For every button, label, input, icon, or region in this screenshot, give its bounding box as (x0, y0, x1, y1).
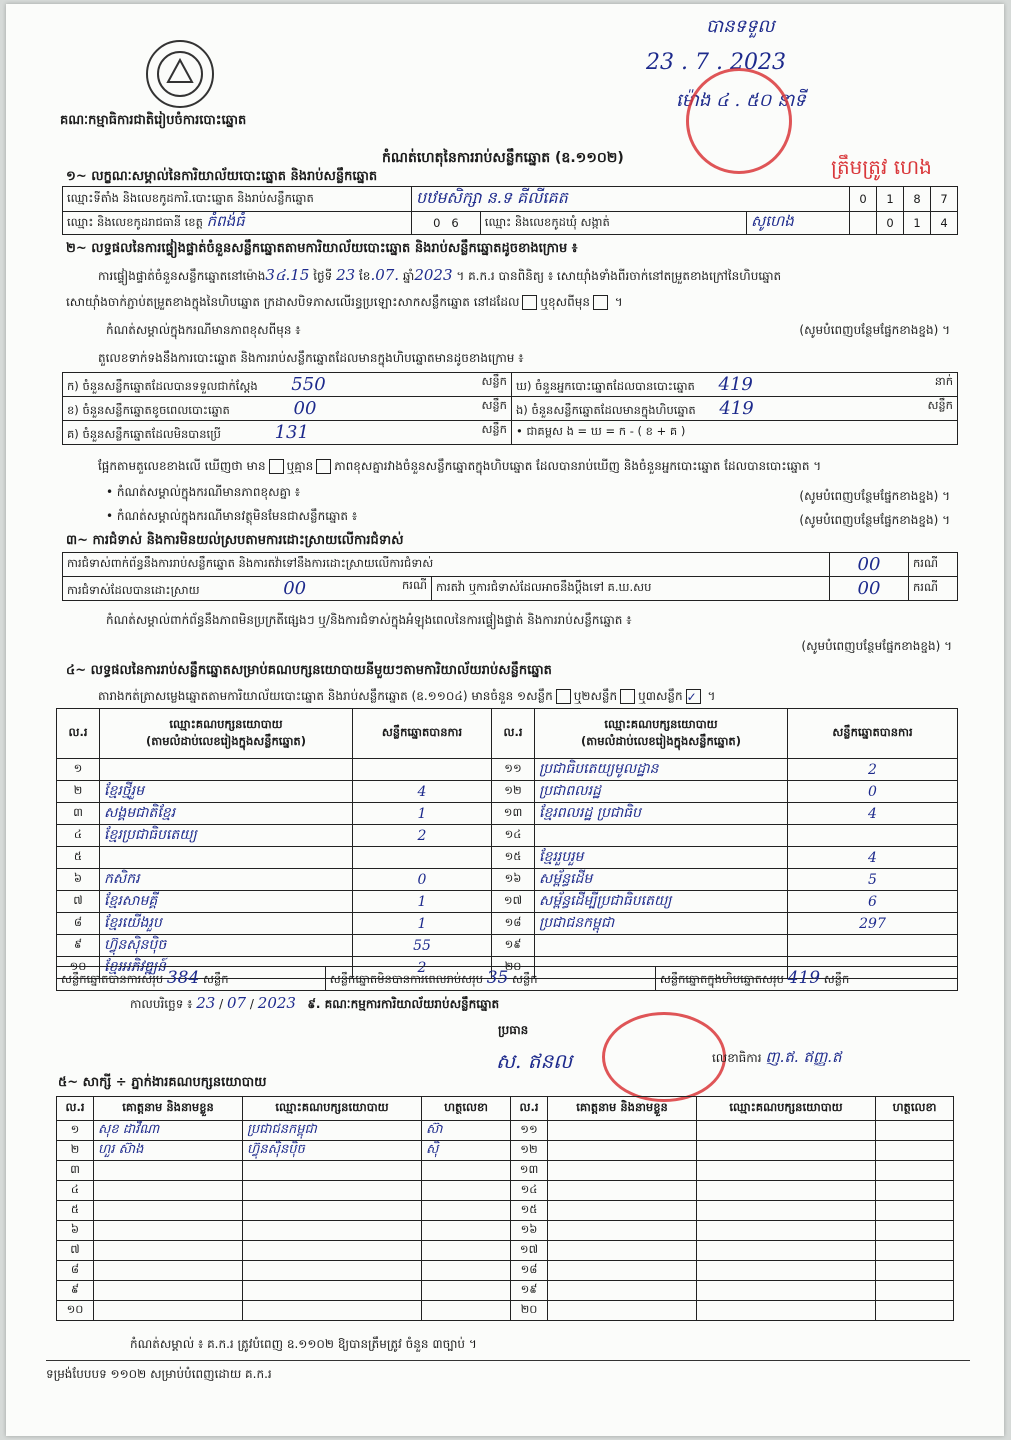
witness-signature (876, 1181, 954, 1201)
party-votes: 4 (788, 847, 958, 869)
section2-line4: តួលេខទាក់ទងនឹងការបោះឆ្នោត និងការរាប់សន្លឹកឆ្នោតដែលមានក្នុងហិបឆ្នោតមានដូចខាងក្រោម ៖ (98, 351, 524, 365)
form-note: ទម្រង់បែបបទ ១១០២ សម្រាប់បំពេញដោយ គ.ក.រ (46, 1367, 272, 1381)
witness-name (548, 1161, 697, 1181)
party-no: ១៥ (492, 847, 535, 869)
witness-no: ១៨ (511, 1261, 548, 1281)
committee-name: គណៈកម្មាធិការជាតិរៀបចំការបោះឆ្នោត (60, 113, 247, 128)
count-row-c: គ) ចំនួនសន្លឹកឆ្នោតដែលមិនបានប្រើ 131 សន្លឹក (63, 421, 512, 445)
witness-signature (876, 1281, 954, 1301)
section2-title: ២~ លទ្ធផលនៃការផ្ទៀងផ្ទាត់ចំនួនសន្លឹកឆ្នោតតាមការិយាល័យបោះឆ្នោត និងរាប់សន្លឹកឆ្នោតដូចខាងក្រោម ៖ (66, 241, 578, 256)
witness-name (94, 1181, 243, 1201)
party-name: ខ្មែររួបរួម (535, 847, 788, 869)
witness-name (94, 1301, 243, 1321)
party-name: ខ្មែរយើងរួប (100, 913, 353, 935)
party-row (57, 803, 958, 825)
totals-table (56, 966, 958, 991)
witness-party (243, 1241, 422, 1261)
witness-no: ១១ (511, 1121, 548, 1141)
party-no: ១ (57, 759, 100, 781)
w-col-sign-right: ហត្ថលេខា (876, 1097, 954, 1121)
row2-label2: ឈ្មោះ និងលេខកូដឃុំ សង្កាត់ (480, 212, 746, 235)
objection-row1-case: ករណី (909, 553, 958, 577)
row2-code2-2: 4 (931, 212, 958, 235)
witness-row (57, 1201, 954, 1221)
witness-name (94, 1281, 243, 1301)
witness-no: ១៤ (511, 1181, 548, 1201)
witness-no: ១៧ (511, 1241, 548, 1261)
witness-signature: ស៊ិ (422, 1141, 511, 1161)
party-no: ១០ (57, 957, 100, 979)
count-formula: • ជាគម្ពស ង = ឃ = ក - ( ខ + គ ) (512, 421, 958, 445)
witness-no: ៧ (57, 1241, 94, 1261)
objections-table (62, 552, 958, 601)
witness-row (57, 1181, 954, 1201)
footer-divider (46, 1360, 970, 1361)
witness-name (548, 1201, 697, 1221)
witness-no: ៨ (57, 1261, 94, 1281)
witness-row (57, 1221, 954, 1241)
row2-value2: សូហេង (746, 212, 849, 235)
no-diff-checkbox[interactable] (316, 459, 331, 474)
party-votes: 4 (788, 803, 958, 825)
committee-stamp (602, 1012, 726, 1102)
total-box: សន្លឹកឆ្នោតក្នុងហិបឆ្នោតសរុប 419 សន្លឹក (655, 967, 957, 991)
witness-row (57, 1141, 954, 1161)
witness-row (57, 1261, 954, 1281)
party-name: សម្ព័ន្ធដើម្បីប្រជាធិបតេយ្យ (535, 891, 788, 913)
party-votes: 2 (353, 825, 492, 847)
witness-signature (876, 1161, 954, 1181)
party-votes: 1 (353, 803, 492, 825)
party-name: សម្ព័ន្ធដើម (535, 869, 788, 891)
party-row (57, 781, 958, 803)
party-votes: 4 (353, 781, 492, 803)
party-no: ៩ (57, 935, 100, 957)
footer-note: កំណត់សម្គាល់ ៖ គ.ក.រ ត្រូវបំពេញ ឧ.១១០២ ឱ្យបានត្រឹមត្រូវ ចំនួន ៣ច្បាប់ ។ (130, 1337, 477, 1351)
objection-row2-case: ករណី (909, 577, 958, 601)
has-diff-checkbox[interactable] (269, 459, 284, 474)
party-name: ខ្មែរសាមគ្គី (100, 891, 353, 913)
w-col-party-right: ឈ្មោះគណបក្សនយោបាយ (697, 1097, 876, 1121)
objection-row1-value: 00 (830, 553, 909, 577)
received-stamp (686, 68, 792, 174)
witness-no: ១៥ (511, 1201, 548, 1221)
party-votes: 2 (788, 759, 958, 781)
col-no-left: ល.រ (57, 709, 100, 759)
party-no: ១១ (492, 759, 535, 781)
bullet1: • កំណត់សម្គាល់ក្នុងករណីមានភាពខុសគ្នា ៖ (សូមបំពេញបន្ថែមផ្នែកខាងខ្នង) ។ (106, 485, 950, 503)
party-name (535, 825, 788, 847)
total-invalid: សន្លឹកឆ្នោតមិនបានការពេលរាប់សរុប 35 សន្លឹក (325, 967, 655, 991)
section3-title: ៣~ ការជំទាស់ និងការមិនយល់ស្របតាមការដោះស្រាយលើការជំទាស់ (66, 533, 404, 548)
section4-intro: តារាងកត់ត្រាសម្លេងឆ្នោតតាមការិយាល័យបោះឆ្នោត និងរាប់សន្លឹកឆ្នោត (ឧ.១១០៤) មានចំនួន ១សន្លឹក ឬ២សន្លឹក ឬ៣សន្លឹក ✓ ។ (98, 689, 716, 704)
party-name: ខ្មែរថ្មីរួម (100, 781, 353, 803)
row2-code2-0: 0 (877, 212, 904, 235)
row2-code2-1: 1 (904, 212, 931, 235)
witness-name (94, 1221, 243, 1241)
party-votes (788, 825, 958, 847)
date-line: កាលបរិច្ឆេទ ៖ 23 / 07 / 2023 ៩. គណៈកម្មការការិយាល័យរាប់សន្លឹកឆ្នោត (130, 994, 500, 1012)
counts-table (62, 372, 958, 445)
witness-party (697, 1121, 876, 1141)
party-name: សង្គមជាតិខ្មែរ (100, 803, 353, 825)
witness-signature (876, 1121, 954, 1141)
count-row-d: ឃ) ចំនួនអ្នកបោះឆ្នោតដែលបានបោះឆ្នោត 419 នាក់ (512, 373, 958, 397)
party-votes: 5 (788, 869, 958, 891)
witness-party (697, 1181, 876, 1201)
row1-value: បឋមសិក្សា ន.ទ គីលីគេត (412, 187, 850, 212)
party-name: កសិករ (100, 869, 353, 891)
witness-table (56, 1096, 954, 1321)
party-name: ខ្មែរពលរដ្ឋ ប្រជាធិប (535, 803, 788, 825)
count-row-a: ក) ចំនួនសន្លឹកឆ្នោតដែលបានទទួលជាក់ស្តែង 550 សន្លឹក (63, 373, 512, 397)
party-votes: 297 (788, 913, 958, 935)
witness-party (697, 1221, 876, 1241)
three-sheet-checkbox[interactable]: ✓ (686, 689, 701, 704)
witness-signature (422, 1221, 511, 1241)
secretary-line: លេខាធិការ ញ.ឥ. ឥញ្ញ.ឥ (712, 1048, 842, 1066)
party-name (535, 935, 788, 957)
witness-signature (876, 1261, 954, 1281)
witness-signature (422, 1261, 511, 1281)
witness-party (243, 1201, 422, 1221)
party-no: ១៨ (492, 913, 535, 935)
witness-party (697, 1161, 876, 1181)
witness-party (697, 1261, 876, 1281)
witness-party (243, 1281, 422, 1301)
row1-code-1: 1 (877, 187, 904, 212)
party-votes: 1 (353, 913, 492, 935)
party-row (57, 891, 958, 913)
witness-party (697, 1141, 876, 1161)
objection-row1: ការជំទាស់ពាក់ព័ន្ធនឹងការរាប់សន្លឹកឆ្នោត និងការតវ៉ាទៅនឹងការដោះស្រាយលើការជំទាស់ (63, 553, 830, 577)
bullet2: • កំណត់សម្គាល់ក្នុងករណីមានវត្ថុមិនមែនជាសន្លឹកឆ្នោត ៖ (សូមបំពេញបន្ថែមផ្នែកខាងខ្នង) ។ (106, 509, 950, 527)
row1-code-2: 8 (904, 187, 931, 212)
party-no: ៣ (57, 803, 100, 825)
form-sheet (6, 4, 1004, 1436)
witness-signature (422, 1241, 511, 1261)
witness-no: ៦ (57, 1221, 94, 1241)
witness-signature: ស៊ា (422, 1121, 511, 1141)
witness-party (243, 1181, 422, 1201)
section4-title: ៤~ លទ្ធផលនៃការរាប់សន្លឹកឆ្នោតសម្រាប់គណបក្សនយោបាយនីមួយៗតាមការិយាល័យរាប់សន្លឹកឆ្នោត (66, 663, 552, 678)
w-col-name-left: គោត្តនាម និងនាមខ្លួន (94, 1097, 243, 1121)
party-name: ប្រជាជនកម្ពុជា (535, 913, 788, 935)
witness-party: ហ៊្វុនស៊ិនប៉ិច (243, 1141, 422, 1161)
row2-label: ឈ្មោះ និងលេខកូដរាជធានី ខេត្ត កំពង់ធំ (63, 212, 412, 235)
witness-signature (422, 1281, 511, 1301)
witness-signature (422, 1161, 511, 1181)
party-votes: 55 (353, 935, 492, 957)
party-no: ៨ (57, 913, 100, 935)
section5-title: ៥~ សាក្សី ÷ ភ្នាក់ងារគណបក្សនយោបាយ (58, 1075, 267, 1090)
witness-signature (422, 1301, 511, 1321)
party-row (57, 913, 958, 935)
party-name: ប្រជាធិបតេយ្យមូលដ្ឋាន (535, 759, 788, 781)
party-row (57, 935, 958, 957)
party-no: ២០ (492, 957, 535, 979)
received-time: ម៉ោង ៤ . ៥០ នាទី (676, 90, 806, 111)
witness-row (57, 1161, 954, 1181)
witness-signature (876, 1221, 954, 1241)
received-label: បានទទួល (706, 16, 775, 37)
witness-party (697, 1281, 876, 1301)
party-no: ១៦ (492, 869, 535, 891)
witness-party (243, 1221, 422, 1241)
party-votes: 2 (353, 957, 492, 979)
party-name: ប្រជាពលរដ្ឋ (535, 781, 788, 803)
row2-code2-blank (850, 212, 877, 235)
witness-row (57, 1281, 954, 1301)
witness-party (697, 1241, 876, 1261)
witness-party (243, 1301, 422, 1321)
witness-party (243, 1161, 422, 1181)
witness-name (548, 1281, 697, 1301)
section3-fill-more: (សូមបំពេញបន្ថែមផ្នែកខាងខ្នង) ។ (801, 639, 952, 653)
section3-note: កំណត់សម្គាល់ពាក់ព័ន្ធនឹងភាពមិនប្រក្រតីផ្សេងៗ ឬ/និងការជំទាស់ក្នុងអំឡុងពេលនៃការផ្ទៀងផ្ទាត់ និងការរាប់សន្លឹកឆ្នោត ៖ (106, 613, 632, 627)
witness-no: ២០ (511, 1301, 548, 1321)
witness-name: សុខ ដាវីណា (94, 1121, 243, 1141)
witness-name: ហួរ ស៊ាង (94, 1141, 243, 1161)
party-name: ខ្មែរអភិវឌ្ឍន៍ (100, 957, 353, 979)
party-no: ១៧ (492, 891, 535, 913)
party-votes (788, 935, 958, 957)
witness-row (57, 1121, 954, 1141)
witness-party (243, 1261, 422, 1281)
party-name (100, 847, 353, 869)
nec-emblem (146, 40, 214, 108)
witness-no: ១៩ (511, 1281, 548, 1301)
col-party-left: ឈ្មោះគណបក្សនយោបាយ (តាមលំដាប់លេខរៀងក្នុងសន្លឹកឆ្នោត) (100, 709, 353, 759)
witness-signature (876, 1141, 954, 1161)
two-sheet-checkbox[interactable] (620, 689, 635, 704)
witness-name (548, 1141, 697, 1161)
party-votes: 1 (353, 891, 492, 913)
witness-name (548, 1221, 697, 1241)
party-votes (353, 759, 492, 781)
witness-party: ប្រជាជនកម្ពុជា (243, 1121, 422, 1141)
witness-name (94, 1261, 243, 1281)
witness-no: ១៣ (511, 1161, 548, 1181)
party-name: ហ៊្វុនស៊ិនប៉ិច (100, 935, 353, 957)
party-no: ២ (57, 781, 100, 803)
objection-row2-value2: 00 (830, 577, 909, 601)
party-votes (353, 847, 492, 869)
total-valid: សន្លឹកឆ្នោតបានការសរុប 384 សន្លឹក (57, 967, 326, 991)
witness-signature (876, 1201, 954, 1221)
count-row-e: ង) ចំនួនសន្លឹកឆ្នោតដែលមានក្នុងហិបឆ្នោត 419 សន្លឹក (512, 397, 958, 421)
different-checkbox[interactable] (593, 295, 608, 310)
party-name (100, 759, 353, 781)
witness-name (94, 1201, 243, 1221)
witness-name (548, 1121, 697, 1141)
section2-line2: សោយ៉ាំងចាក់ភ្ជាប់តម្រួតខាងក្នុងនៃហិបឆ្នោត ក្រដាសបិទភាសលើរន្ធប្រឡោះសាកសន្លឹកឆ្នោត នៅដដែល ឬខុសពីមុន ។ (66, 295, 623, 309)
witness-no: ៥ (57, 1201, 94, 1221)
section2-line3: កំណត់សម្គាល់ក្នុងករណីមានភាពខុសពីមុន ៖ (សូមបំពេញបន្ថែមផ្នែកខាងខ្នង) ។ (106, 323, 950, 337)
witness-no: ៤ (57, 1181, 94, 1201)
w-col-no-left: ល.រ (57, 1097, 94, 1121)
witness-no: ១ (57, 1121, 94, 1141)
witness-signature (422, 1201, 511, 1221)
form-title: កំណត់ហេតុនៃការរាប់សន្លឹកឆ្នោត (ឧ.១១០២) (382, 150, 624, 166)
witness-party (697, 1301, 876, 1321)
witness-name (94, 1241, 243, 1261)
party-no: ១២ (492, 781, 535, 803)
w-col-no-right: ល.រ (511, 1097, 548, 1121)
witness-no: ១៦ (511, 1221, 548, 1241)
witness-name (548, 1301, 697, 1321)
section1-title: ១~ លក្ខណៈសម្គាល់នៃការិយាល័យបោះឆ្នោត និងរាប់សន្លឹកឆ្នោត (66, 169, 378, 184)
correct-mark: ត្រឹមត្រូវ ហេង (831, 155, 932, 179)
col-votes-left: សន្លឹកឆ្នោតបានការ (353, 709, 492, 759)
section2-line1: ការផ្ទៀងផ្ទាត់ចំនួនសន្លឹកឆ្នោតនៅម៉ោង3៤.15 ថ្ងៃទី 23 ខែ.07. ឆ្នាំ2023 ។ គ.ក.រ បានពិនិត្យ ៖ សោយ៉ាំងទាំងពីរចាក់នៅតម្រួតខាងក្រៅនៃហិបឆ្នោត (98, 266, 782, 284)
party-no: ១៣ (492, 803, 535, 825)
party-votes: 0 (353, 869, 492, 891)
witness-name (548, 1261, 697, 1281)
row1-label: ឈ្មោះទីតាំង និងលេខកូដការិ.បោះឆ្នោត និងរាប់សន្លឹកឆ្នោត (63, 187, 412, 212)
same-checkbox[interactable] (522, 295, 537, 310)
witness-party (697, 1201, 876, 1221)
party-row (57, 847, 958, 869)
w-col-sign-left: ហត្ថលេខា (422, 1097, 511, 1121)
chair-signature: ស. ឥនល (496, 1049, 573, 1073)
row2-code: 0 6 (412, 212, 481, 235)
party-no: ៥ (57, 847, 100, 869)
col-no-right: ល.រ (492, 709, 535, 759)
section1-table (62, 186, 958, 235)
row1-code-3: 7 (931, 187, 958, 212)
witness-name (94, 1161, 243, 1181)
witness-signature (876, 1241, 954, 1261)
witness-no: ២ (57, 1141, 94, 1161)
party-results-table (56, 708, 958, 979)
party-no: ៤ (57, 825, 100, 847)
party-row (57, 869, 958, 891)
witness-no: ៩ (57, 1281, 94, 1301)
party-votes: 6 (788, 891, 958, 913)
received-date: 23 . 7 . 2023 (646, 50, 786, 75)
witness-name (548, 1181, 697, 1201)
party-no: ១៩ (492, 935, 535, 957)
party-votes: 0 (788, 781, 958, 803)
objection-row2-label2: ការតវ៉ា ឬការជំទាស់ដែលអាចនឹងប្តឹងទៅ គ.ឃ.សប (432, 577, 830, 601)
party-row (57, 759, 958, 781)
objection-row2: ការជំទាស់ដែលបានដោះស្រាយ 00 ករណី (63, 577, 432, 601)
witness-signature (422, 1181, 511, 1201)
party-no: ៦ (57, 869, 100, 891)
witness-no: ១២ (511, 1141, 548, 1161)
one-sheet-checkbox[interactable] (556, 689, 571, 704)
party-name: ខ្មែរប្រជាធិបតេយ្យ (100, 825, 353, 847)
count-row-b: ខ) ចំនួនសន្លឹកឆ្នោតខូចពេលបោះឆ្នោត 00 សន្លឹក (63, 397, 512, 421)
witness-signature (876, 1301, 954, 1321)
witness-name (548, 1241, 697, 1261)
col-votes-right: សន្លឹកឆ្នោតបានការ (788, 709, 958, 759)
w-col-name-right: គោត្តនាម និងនាមខ្លួន (548, 1097, 697, 1121)
row1-code-0: 0 (850, 187, 877, 212)
col-party-right: ឈ្មោះគណបក្សនយោបាយ (តាមលំដាប់លេខរៀងក្នុងសន្លឹកឆ្នោត) (535, 709, 788, 759)
party-row (57, 825, 958, 847)
witness-no: ១០ (57, 1301, 94, 1321)
w-col-party-left: ឈ្មោះគណបក្សនយោបាយ (243, 1097, 422, 1121)
chair-label: ប្រធាន (498, 1023, 529, 1037)
witness-no: ៣ (57, 1161, 94, 1181)
witness-row (57, 1301, 954, 1321)
party-no: ៧ (57, 891, 100, 913)
witness-row (57, 1241, 954, 1261)
section2-line5: ផ្អែកតាមតួលេខខាងលើ ឃើញថា មាន ឬគ្មាន ភាពខុសគ្នារវាងចំនួនសន្លឹកឆ្នោតក្នុងហិបឆ្នោត ដែលបានរាប់ឃើញ និងចំនួនអ្នកបោះឆ្នោត ដែលបានបោះឆ្នោត ។ (98, 459, 822, 473)
party-no: ១៤ (492, 825, 535, 847)
